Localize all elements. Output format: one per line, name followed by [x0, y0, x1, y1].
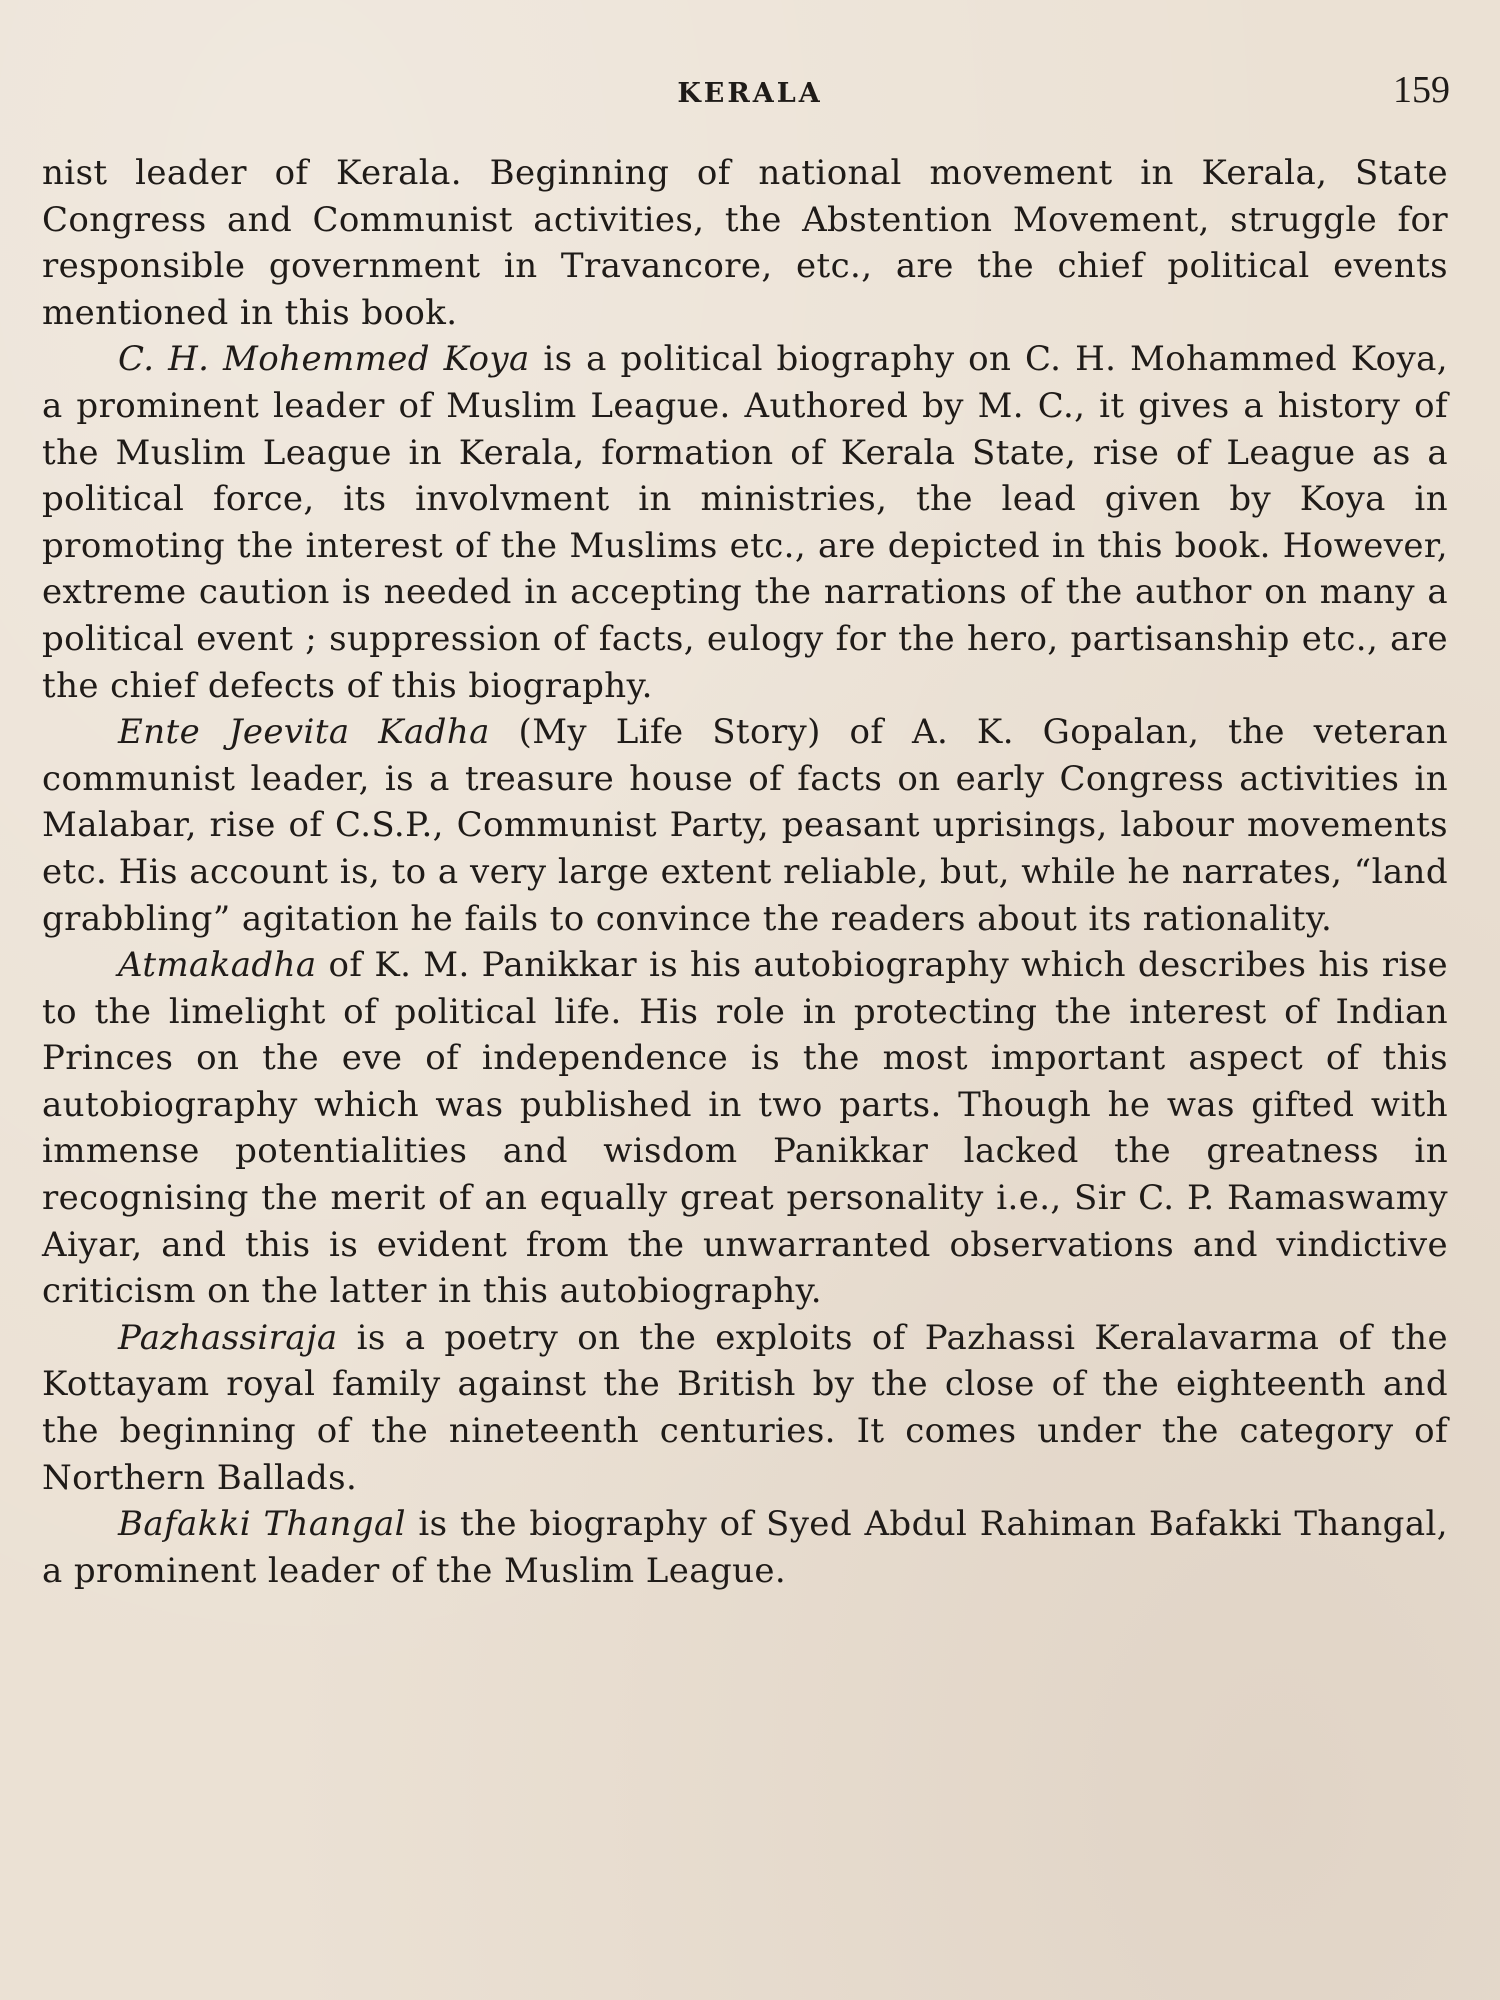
paragraph-text: of K. M. Panikkar is his autobiography which describes his rise to the limelight of political life. His role in protecting the interest of Indian Princes on the eve of independence is the most important aspect of this autobiography which was published in two parts. Though he was gifted with immense potentialities and wisdom Panikkar lacked the greatness in recognising the merit of an equally great personality i.e., Sir C. P. Ramaswamy Aiyar, and this is evident from the unwarranted observations and vindictive criticism on the latter in this autobiography. [42, 945, 1448, 1312]
book-title: Pazhassiraja [118, 1317, 338, 1358]
paragraph-koya [42, 336, 1448, 709]
paragraph-bafakki [42, 1501, 1448, 1594]
paragraph-text: (My Life Story) of A. K. Gopalan, the veteran communist leader, is a treasure house of facts on early Congress activities in Malabar, rise of C.S.P., Communist Party, peasant uprisings, labour movements etc. His account is, to a very large extent reliable, but, while he narrates, “land grabbling” agitation he fails to convince the readers about its rationality. [42, 712, 1448, 939]
paragraph-gopalan [42, 709, 1448, 942]
paragraph-panikkar [42, 942, 1448, 1315]
page-number: 159 [1393, 69, 1450, 111]
paragraph-text: is the biography of Syed Abdul Rahiman Bafakki Thangal, a prominent leader of the Muslim League. [42, 1504, 1448, 1591]
book-title: Ente Jeevita Kadha [118, 712, 490, 753]
paragraph-pazhassiraja [42, 1315, 1448, 1501]
running-head-title: KERALA [677, 78, 823, 109]
book-title: C. H. Mohemmed Koya [118, 339, 530, 380]
paragraph-text: nist leader of Kerala. Beginning of national movement in Kerala, State Congress and Communist activities, the Abstention Movement, struggle for responsible government in Travancore, etc., are the chief political events mentioned in this book. [42, 153, 1448, 333]
paragraph-text: is a poetry on the exploits of Pazhassi Keralavarma of the Kottayam royal family against the British by the close of the eighteenth and the beginning of the nineteenth centuries. It comes under the category of Northern Ballads. [42, 1317, 1448, 1498]
paragraph-text: is a political biography on C. H. Mohammed Koya, a prominent leader of Muslim League. Authored by M. C., it gives a history of the Muslim League in Kerala, formation of Kerala State, rise of League as a political force, its involvment in ministries, the lead given by Koya in promoting the interest of the Muslims etc., are depicted in this book. However, extreme caution is needed in accepting the narrations of the author on many a political event ; suppression of facts, eulogy for the hero, partisanship etc., are the chief defects of this biography. [42, 339, 1448, 706]
book-title: Bafakki Thangal [118, 1504, 406, 1545]
paragraph-continuation [42, 150, 1448, 336]
body-text [42, 150, 1448, 1594]
book-title: Atmakadha [118, 945, 317, 986]
